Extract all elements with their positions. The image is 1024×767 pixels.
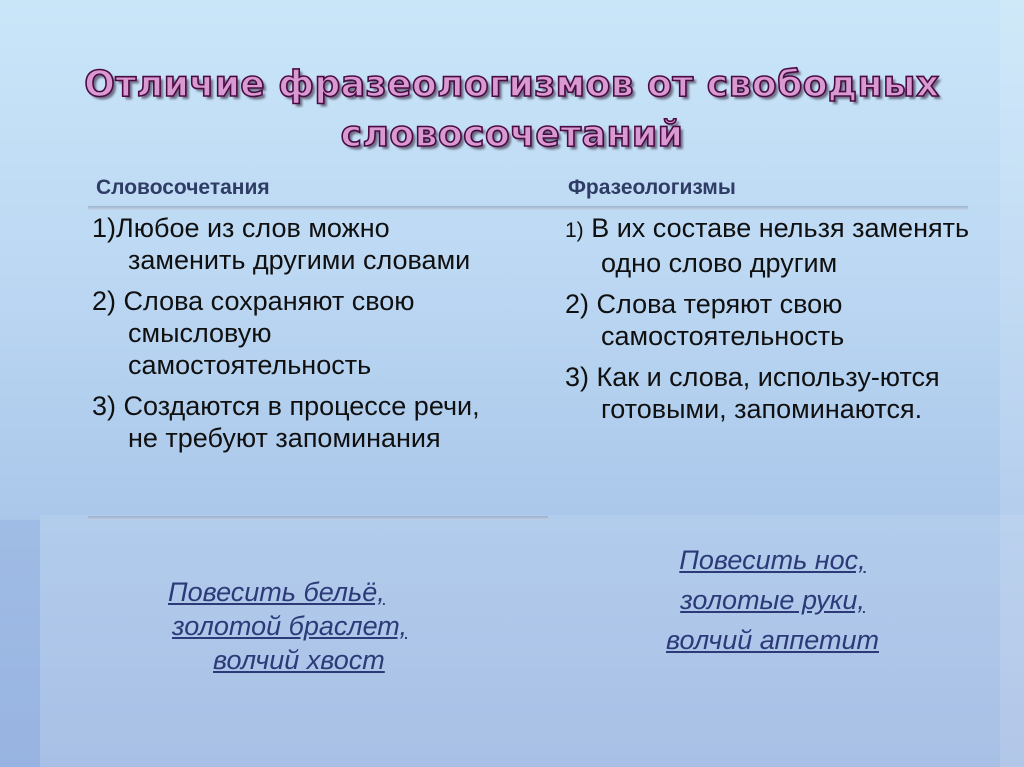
right-item-2	[565, 288, 975, 352]
left-example-3[interactable]: волчий хвост	[213, 645, 385, 675]
right-item-2-text: Слова теряют свою самостоятельность	[589, 289, 845, 351]
right-column-heading: Фразеологизмы	[568, 176, 736, 199]
slide-title	[30, 60, 994, 160]
title-line-2: словосочетаний	[340, 114, 684, 155]
right-column-list	[565, 212, 975, 434]
right-examples	[580, 540, 965, 660]
left-item-1: 1)Любое из слов можно заменить другими словами	[92, 213, 471, 275]
right-item-1-text: В их составе нельзя заменять одно слово другим	[583, 213, 970, 278]
right-item-1-number: 1)	[565, 219, 584, 242]
right-item-1	[565, 212, 975, 279]
right-example-3[interactable]: волчий аппетит	[666, 625, 879, 655]
decorative-right-column	[1000, 0, 1024, 767]
right-item-3-number: 3)	[565, 362, 590, 392]
left-examples	[140, 575, 470, 677]
left-example-1[interactable]: Повесить бельё,	[168, 577, 385, 607]
left-example-2[interactable]: золотой браслет,	[172, 611, 407, 641]
right-item-3-text: Как и слова, использу-ются готовыми, запоминаются.	[589, 362, 940, 424]
right-example-1[interactable]: Повесить нос,	[679, 545, 866, 575]
left-column-heading: Словосочетания	[96, 176, 270, 199]
header-divider	[88, 206, 968, 210]
right-example-2[interactable]: золотые руки,	[680, 585, 865, 615]
left-column-list	[92, 212, 512, 463]
right-item-2-number: 2)	[565, 289, 590, 319]
left-item-2: 2) Слова сохраняют свою смысловую самостоятельность	[92, 286, 415, 380]
right-item-3	[565, 361, 975, 425]
decorative-left-panel	[0, 520, 40, 767]
title-line-1: Отличие фразеологизмов от свободных	[84, 64, 940, 105]
left-item-3: 3) Создаются в процессе речи, не требуют запоминания	[92, 391, 480, 453]
left-column-bottom-divider	[88, 516, 548, 520]
